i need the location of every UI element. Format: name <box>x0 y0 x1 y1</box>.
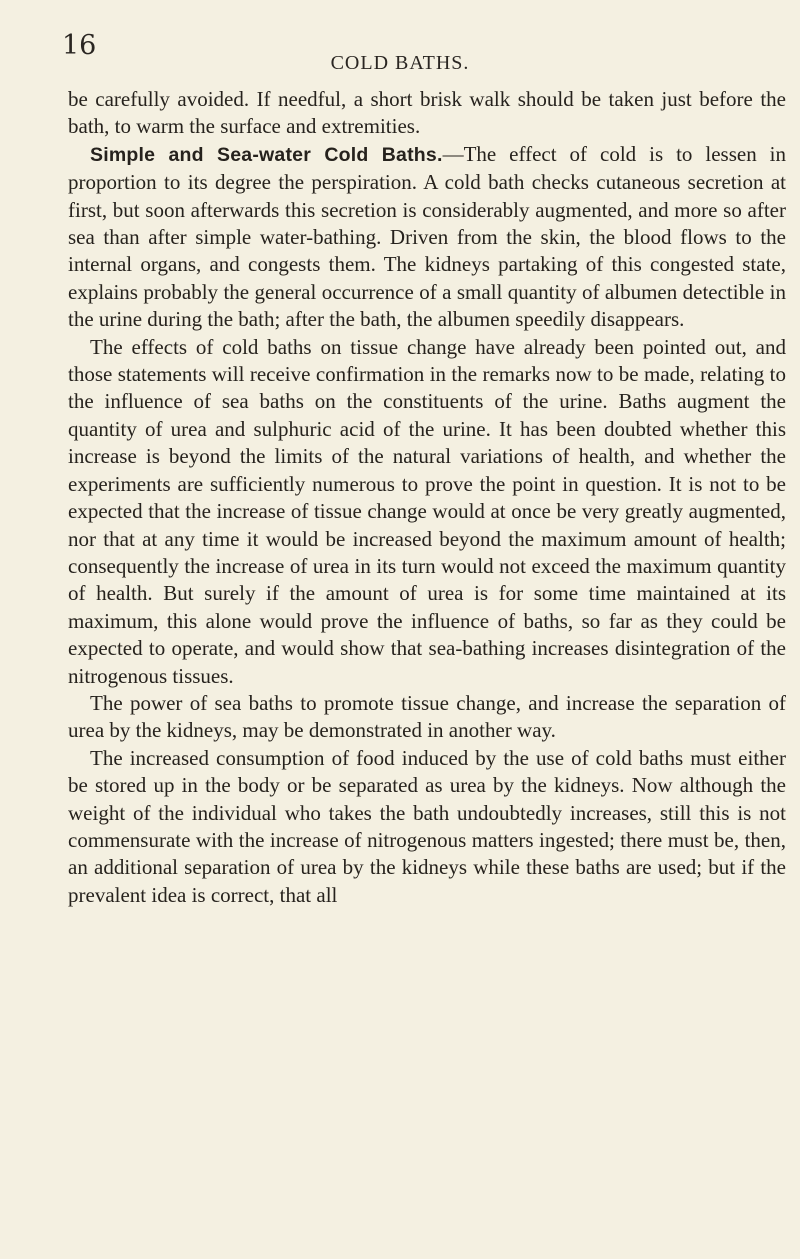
running-head: COLD BATHS. <box>330 52 470 74</box>
paragraph: The effects of cold baths on tissue change have already been pointed out, and those statements will receive confirmation in the remarks now to be made, relating to the influence of sea baths on the constituents of the urine. Baths augment the quantity of urea and sulphuric acid of the urine. It has been doubted whether this increase is beyond the limits of the natural variations of health, and whether the experiments are sufficiently numerous to prove the point in question. It is not to be expected that the increase of tissue change would at once be very greatly augmented, nor that at any time it would be increased beyond the maximum amount of health; consequently the increase of urea in its turn would not exceed the maximum quantity of health. But surely if the amount of urea is for some time maintained at its maximum, this alone would prove the influence of baths, so far as they could be expected to operate, and would show that sea-bathing increases disintegration of the nitrogenous tissues. <box>68 334 786 688</box>
page-number: 16 <box>62 30 97 61</box>
body-text <box>68 86 786 909</box>
paragraph: The increased consumption of food induced by the use of cold baths must either be stored up in the body or be separated as urea by the kidneys. Now although the weight of the individual who takes the bath undoubtedly increases, still this is not commensurate with the increase of nitrogenous matters ingested; there must be, then, an additional separation of urea by the kidneys while these baths are used; but if the prevalent idea is correct, that all <box>68 745 786 907</box>
paragraph-text: —The effect of cold is to lessen in proportion to its degree the perspiration. A cold bath checks cutaneous secretion at first, but soon afterwards this secretion is considerably augmented, and more so after sea than after simple water-bathing. Driven from the skin, the blood flows to the internal organs, and congests them. The kidneys partaking of this congested state, explains probably the general occurrence of a small quantity of albumen detectible in the urine during the bath; after the bath, the albumen speedily disappears. <box>68 141 786 332</box>
paragraph: be carefully avoided. If needful, a short brisk walk should be taken just before the bath, to warm the surface and extremities. <box>68 87 786 139</box>
paragraph: The power of sea baths to promote tissue change, and increase the separation of urea by the kidneys, may be demonstrated in another way. <box>68 690 786 743</box>
paragraph <box>68 141 786 334</box>
section-heading: Simple and Sea-water Cold Baths. <box>90 143 443 166</box>
